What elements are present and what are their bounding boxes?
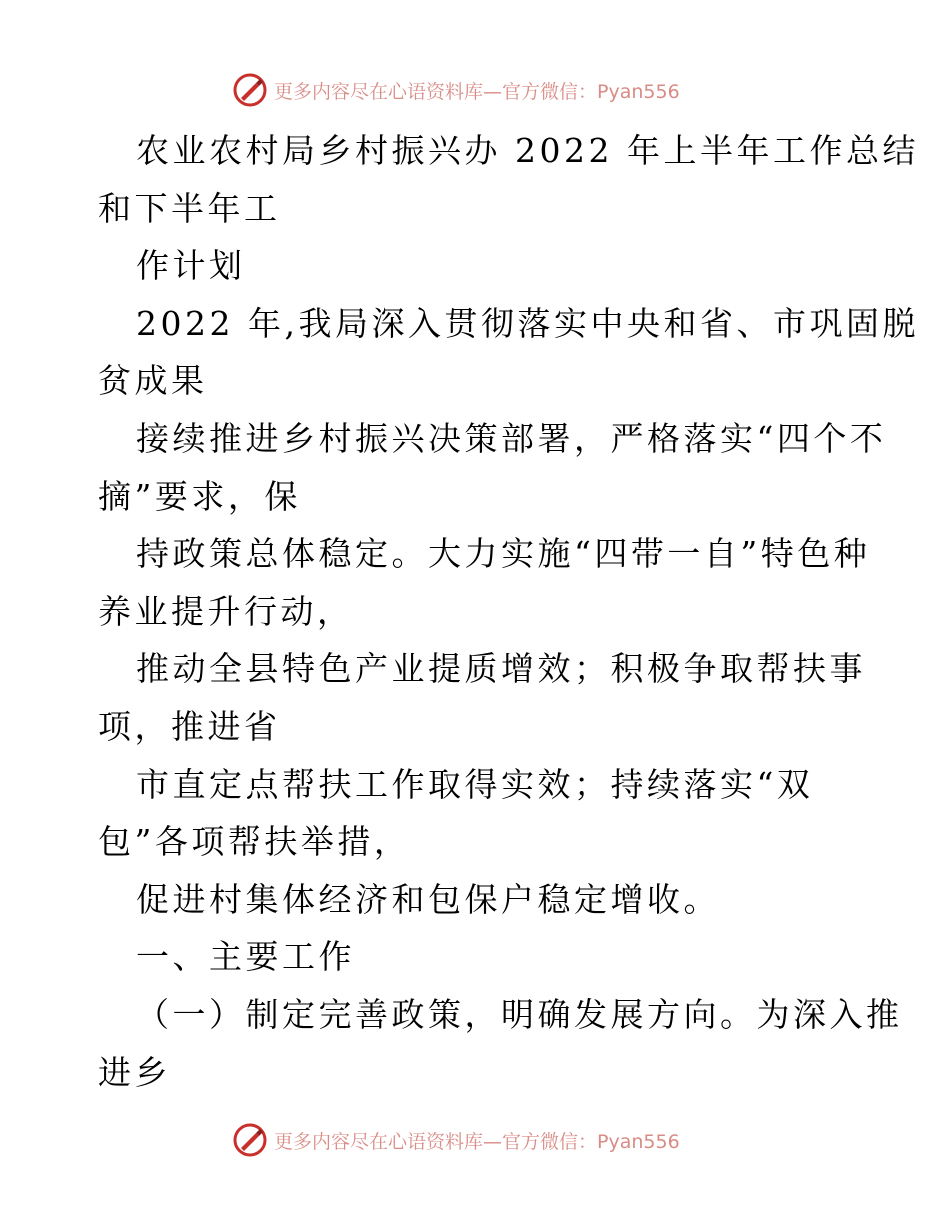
document-body [98,122,919,1101]
watermark-footer [232,1120,752,1160]
section-heading: 一、主要工作 [136,937,355,977]
text-line: 持政策总体稳定。大力实施“四带一自”特色种 [136,534,871,574]
text-line: 和下半年工 [98,188,281,228]
watermark-text: 更多内容尽在心语资料库—官方微信：Pyan556 [274,1130,680,1153]
text-line: 促进村集体经济和包保户稳定增收。 [136,879,720,919]
text-line: 农业农村局乡村振兴办 2022 年上半年工作总结 [136,131,919,170]
text-line: 包”各项帮扶举措， [98,822,411,862]
text-line: 作计划 [136,246,246,286]
text-line: 贫成果 [98,361,208,401]
text-line: 市直定点帮扶工作取得实效；持续落实“双 [136,764,814,804]
text-line: （一）制定完善政策，明确发展方向。为深入推 [136,994,903,1034]
watermark-header [232,70,752,110]
text-line: 2022 年,我局深入贯彻落实中央和省、市巩固脱 [136,303,919,343]
watermark-text: 更多内容尽在心语资料库—官方微信：Pyan556 [274,80,680,103]
text-line: 摘”要求，保 [98,476,301,516]
text-line: 养业提升行动， [98,591,354,631]
text-line: 接续推进乡村振兴决策部署，严格落实“四个不 [136,418,887,458]
text-line: 推动全县特色产业提质增效；积极争取帮扶事 [136,649,866,689]
pen-logo-icon [232,72,268,108]
text-line: 进乡 [98,1052,171,1092]
pen-logo-icon [232,1122,268,1158]
text-line: 项，推进省 [98,706,281,746]
